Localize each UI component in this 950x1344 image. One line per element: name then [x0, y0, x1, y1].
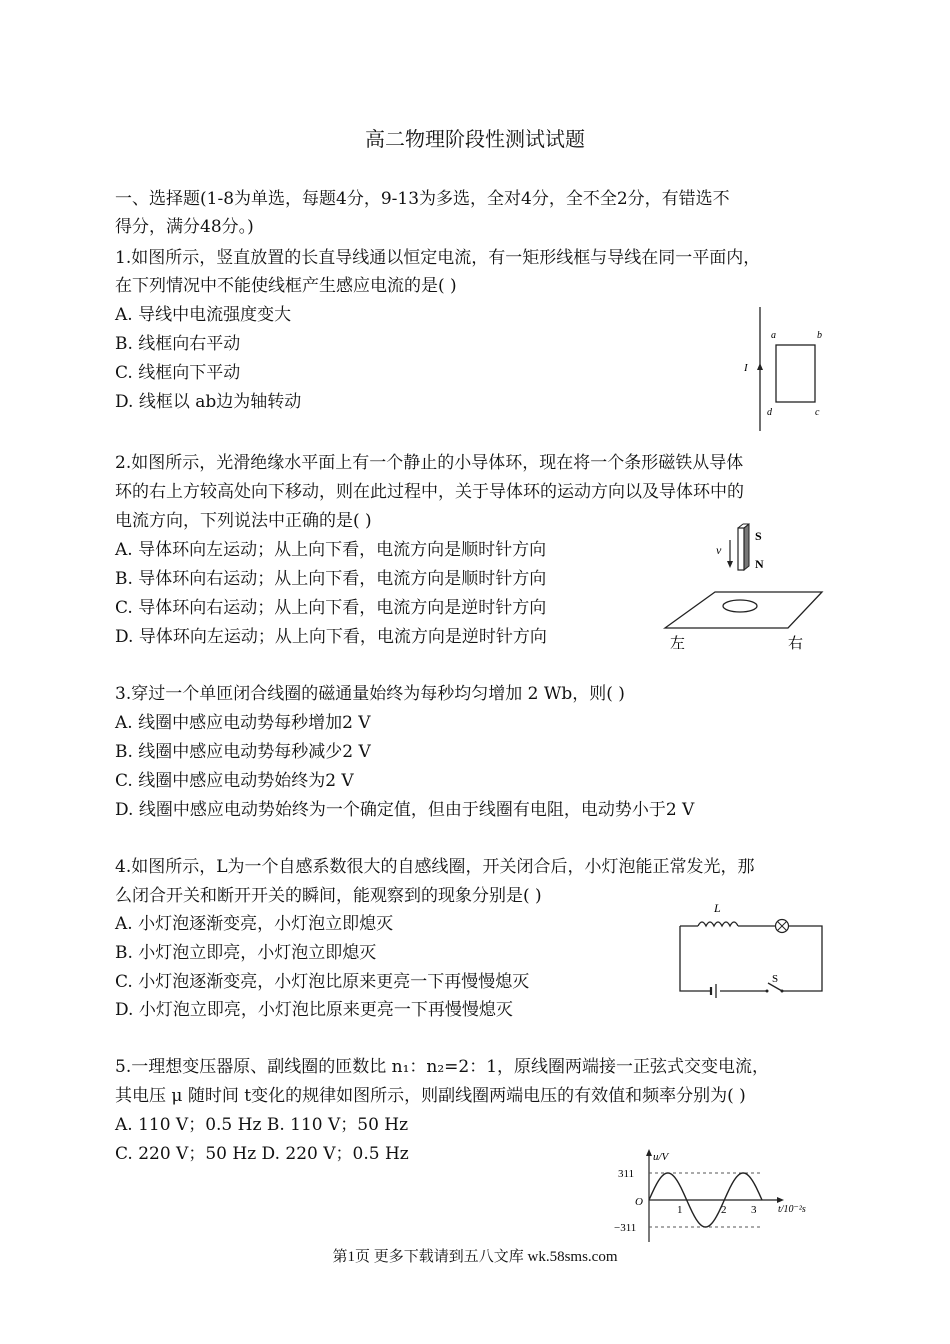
q1-stem-line2: 在下列情况中不能使线框产生感应电流的是( )	[115, 276, 457, 296]
q4-option-a: A. 小灯泡逐渐变亮，小灯泡立即熄灭	[115, 914, 394, 934]
q2-right-label: 右	[788, 636, 804, 652]
q1-option-b: B. 线框向右平动	[115, 334, 241, 354]
section-header-line1: 一、选择题(1-8为单选，每题4分，9-13为多选，全对4分，全不全2分，有错选不	[115, 189, 730, 209]
q4-stem-line1: 4.如图所示，L为一个自感系数很大的自感线圈，开关闭合后，小灯泡能正常发光，那	[115, 857, 755, 877]
q2-stem-line3: 电流方向，下列说法中正确的是( )	[115, 511, 372, 531]
q2-stem-line1: 2.如图所示，光滑绝缘水平面上有一个静止的小导体环，现在将一个条形磁铁从导体	[115, 453, 744, 473]
q2-option-c: C. 导体环向右运动；从上向下看，电流方向是逆时针方向	[115, 598, 547, 618]
q5-ymax-label: 311	[618, 1168, 635, 1180]
q3-option-a: A. 线圈中感应电动势每秒增加2 V	[115, 713, 371, 733]
q1-current-label: I	[744, 362, 748, 374]
q2-magnet-ring-figure	[660, 520, 835, 655]
q3-option-b: B. 线圈中感应电动势每秒减少2 V	[115, 742, 371, 762]
q3-option-c: C. 线圈中感应电动势始终为2 V	[115, 771, 354, 791]
q2-stem-line2: 环的右上方较高处向下移动，则在此过程中，关于导体环的运动方向以及导体环中的	[115, 482, 744, 502]
q5-tick-1: 1	[677, 1204, 683, 1216]
q4-stem-line2: 么闭合开关和断开开关的瞬间，能观察到的现象分别是( )	[115, 886, 542, 906]
q4-switch-label: S	[772, 973, 779, 985]
q1-corner-a: a	[771, 330, 776, 341]
q5-voltage-graph	[612, 1148, 822, 1246]
q1-corner-c: c	[815, 407, 820, 418]
q5-ymin-label: −311	[614, 1222, 637, 1234]
q1-stem-line1: 1.如图所示，竖直放置的长直导线通以恒定电流，有一矩形线框与导线在同一平面内，	[115, 248, 761, 268]
q4-inductor-label: L	[714, 901, 721, 915]
q1-wire-frame-figure	[735, 305, 840, 433]
q5-options-row1: A. 110 V；0.5 Hz B. 110 V；50 Hz	[115, 1115, 409, 1135]
q2-pole-n: N	[755, 557, 764, 571]
q1-corner-d: d	[767, 407, 772, 418]
q1-option-a: A. 导线中电流强度变大	[115, 305, 292, 325]
page-title: 高二物理阶段性测试试题	[365, 127, 585, 151]
q5-options-row2: C. 220 V；50 Hz D. 220 V；0.5 Hz	[115, 1144, 409, 1164]
q4-option-c: C. 小灯泡逐渐变亮，小灯泡比原来更亮一下再慢慢熄灭	[115, 972, 530, 992]
q2-left-label: 左	[670, 636, 686, 652]
q5-y-axis-label: u/V	[653, 1151, 669, 1163]
q2-velocity-label: v	[716, 543, 722, 557]
q1-option-c: C. 线框向下平动	[115, 363, 241, 383]
page-footer: 第1页 更多下载请到五八文库 wk.58sms.com	[332, 1249, 618, 1265]
q5-stem-line2: 其电压 μ 随时间 t变化的规律如图所示，则副线圈两端电压的有效值和频率分别为( )	[115, 1086, 746, 1106]
q5-stem-line1: 5.一理想变压器原、副线圈的匝数比 n₁：n₂=2：1，原线圈两端接一正弦式交变电流，	[115, 1057, 770, 1077]
q4-option-d: D. 小灯泡立即亮，小灯泡比原来更亮一下再慢慢熄灭	[115, 1000, 513, 1020]
section-header-line2: 得分，满分48分。)	[115, 217, 254, 237]
q5-origin-label: O	[635, 1196, 643, 1208]
q5-tick-3: 3	[751, 1204, 757, 1216]
q1-option-d: D. 线框以 ab边为轴转动	[115, 392, 302, 412]
q4-option-b: B. 小灯泡立即亮，小灯泡立即熄灭	[115, 943, 377, 963]
q3-stem: 3.穿过一个单匝闭合线圈的磁通量始终为每秒均匀增加 2 Wb，则( )	[115, 684, 625, 704]
q5-tick-2: 2	[721, 1204, 727, 1216]
q2-option-b: B. 导体环向右运动；从上向下看，电流方向是顺时针方向	[115, 569, 547, 589]
q1-corner-b: b	[817, 330, 822, 341]
q2-pole-s: S	[755, 529, 762, 543]
q2-option-a: A. 导体环向左运动；从上向下看，电流方向是顺时针方向	[115, 540, 547, 560]
q3-option-d: D. 线圈中感应电动势始终为一个确定值，但由于线圈有电阻，电动势小于2 V	[115, 800, 695, 820]
q4-circuit-figure	[672, 898, 832, 1000]
q5-x-axis-label: t/10⁻²s	[778, 1204, 806, 1215]
q2-option-d: D. 导体环向左运动；从上向下看，电流方向是逆时针方向	[115, 627, 547, 647]
